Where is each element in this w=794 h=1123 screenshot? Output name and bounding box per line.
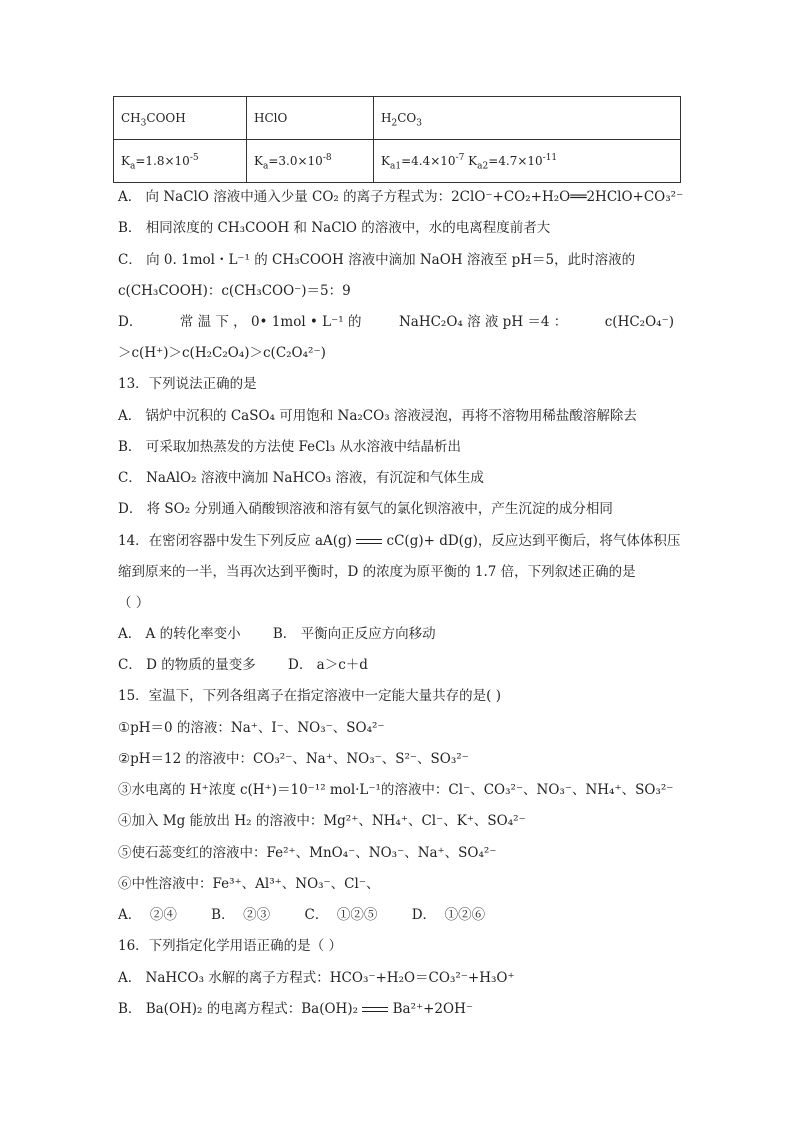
equilibrium-arrow-icon: [362, 1005, 388, 1015]
q12-b-text: 相同浓度的 CH₃COOH 和 NaClO 的溶液中，水的电离程度前者大: [145, 220, 551, 236]
q14-option-b: B． 平衡向正反应方向移动: [272, 626, 436, 642]
q12-d-text-1b: NaHC₂O₄ 溶 液 pH ＝4 ：: [398, 314, 568, 330]
q12-d-line: [118, 312, 674, 332]
ka-value-ch3cooh: $K_a=1.8\times 10^{-5}$: [114, 140, 247, 183]
q15-stem: 15．室温下，下列各组离子在指定溶液中一定能大量共存的是( ): [118, 688, 502, 704]
q16-option-a: A． NaHCO₃ 水解的离子方程式：HCO₃⁻+H₂O＝CO₃²⁻+H₃O⁺: [118, 970, 515, 986]
q12-a-label: A．: [118, 189, 142, 205]
ka-table-header-row: [114, 97, 681, 140]
q12-d-text-1c: c(HC₂O₄⁻): [604, 314, 674, 330]
q13-option-a: A． 锅炉中沉积的 CaSO₄ 可用饱和 Na₂CO₃ 溶液浸泡，再将不溶物用稀盐酸溶解除去: [118, 408, 637, 424]
q15-item-2: ②pH＝12 的溶液中：CO₃²⁻、Na⁺、NO₃⁻、S²⁻、SO₃²⁻: [118, 751, 469, 767]
q12-d-label: D．: [118, 314, 143, 330]
q14-stem-line-2: 缩到原来的一半，当再次达到平衡时，D 的浓度为原平衡的 1.7 倍，下列叙述正确的是: [118, 564, 636, 580]
q12-option-d-cont: ＞c(H⁺)＞c(H₂C₂O₄)＞c(C₂O₄²⁻): [118, 345, 326, 361]
q16-option-b: [118, 999, 473, 1019]
q16-b-text-a: B． Ba(OH)₂ 的电离方程式：Ba(OH)₂: [118, 1001, 359, 1017]
q12-d-text-1a: 常 温 下 ， 0• 1mol • L⁻¹ 的: [179, 314, 362, 330]
q12-c-text-1: 向 0. 1mol・L⁻¹ 的 CH₃COOH 溶液中滴加 NaOH 溶液至 pH＝5，此时溶液的: [146, 252, 636, 268]
ka-header-h2co3: $H_2CO_3$: [374, 97, 681, 140]
ka-value-h2co3: $K_{a1}=4.4\times 10^{-7}$ $K_{a2}=4.7\times 10^{-11}$: [374, 140, 681, 183]
q15-item-5: ⑤使石蕊变红的溶液中：Fe²⁺、MnO₄⁻、NO₃⁻、Na⁺、SO₄²⁻: [118, 845, 497, 861]
q14-option-c: C． D 的物质的量变多: [118, 657, 256, 673]
q15-item-6: ⑥中性溶液中：Fe³⁺、Al³⁺、NO₃⁻、Cl⁻、: [118, 876, 380, 892]
q13-option-d: D． 将 SO₂ 分别通入硝酸钡溶液和溶有氨气的氯化钡溶液中，产生沉淀的成分相同: [118, 501, 613, 517]
q15-options: A． ②④ B． ②③ C． ①②⑤ D． ①②⑥: [118, 907, 486, 923]
q14-options-row-1: [118, 624, 436, 644]
q12-option-a: [118, 187, 683, 207]
q16-b-text-b: Ba²⁺+2OH⁻: [392, 1001, 473, 1017]
q13-stem: 13．下列说法正确的是: [118, 376, 257, 392]
ka-value-hclo: $K_a=3.0\times 10^{-8}$: [247, 140, 374, 183]
q12-a-text: 向 NaClO 溶液中通入少量 CO₂ 的离子方程式为：2ClO⁻+CO₂+H₂O══2HClO+CO₃²⁻: [145, 189, 684, 205]
q15-item-3: ③水电离的 H⁺浓度 c(H⁺)＝10⁻¹² mol·L⁻¹的溶液中：Cl⁻、CO₃²⁻、NO₃⁻、NH₄⁺、SO₃²⁻: [118, 782, 674, 798]
q12-option-c: [118, 250, 635, 270]
q15-item-4: ④加入 Mg 能放出 H₂ 的溶液中：Mg²⁺、NH₄⁺、Cl⁻、K⁺、SO₄²⁻: [118, 813, 526, 829]
ka-table-value-row: [114, 140, 681, 183]
q12-option-d: [118, 312, 674, 332]
ka-table: [113, 96, 681, 183]
q13-option-c: C． NaAlO₂ 溶液中滴加 NaHCO₃ 溶液，有沉淀和气体生成: [118, 470, 484, 486]
ka-header-hclo: HClO: [247, 97, 374, 140]
q15-item-1: ①pH＝0 的溶液：Na⁺、I⁻、NO₃⁻、SO₄²⁻: [118, 720, 385, 736]
q12-option-b: [118, 218, 550, 238]
q14-options-row-2: [118, 655, 368, 675]
ka-header-ch3cooh: $CH_3COOH$: [114, 97, 247, 140]
q13-option-b: B． 可采取加热蒸发的方法使 FeCl₃ 从水溶液中结晶析出: [118, 439, 461, 455]
q12-b-label: B．: [118, 220, 142, 236]
q12-option-c-cont: c(CH₃COOH)：c(CH₃COO⁻)＝5：9: [118, 283, 351, 299]
q16-stem: 16．下列指定化学用语正确的是（ ）: [118, 938, 342, 954]
q12-c-label: C．: [118, 252, 142, 268]
q14-stem-1b: cC(g)+ dD(g)，反应达到平衡后，将气体体积压: [386, 533, 681, 549]
q14-option-a: A． A 的转化率变小: [118, 626, 241, 642]
equilibrium-arrow-icon: [356, 537, 382, 547]
q14-stem-line-1: [118, 531, 680, 551]
q14-stem-line-3: （ ）: [118, 595, 150, 611]
q14-option-d: D． a＞c＋d: [288, 657, 368, 673]
q14-stem-1a: 14．在密闭容器中发生下列反应 aA(g): [118, 533, 352, 549]
